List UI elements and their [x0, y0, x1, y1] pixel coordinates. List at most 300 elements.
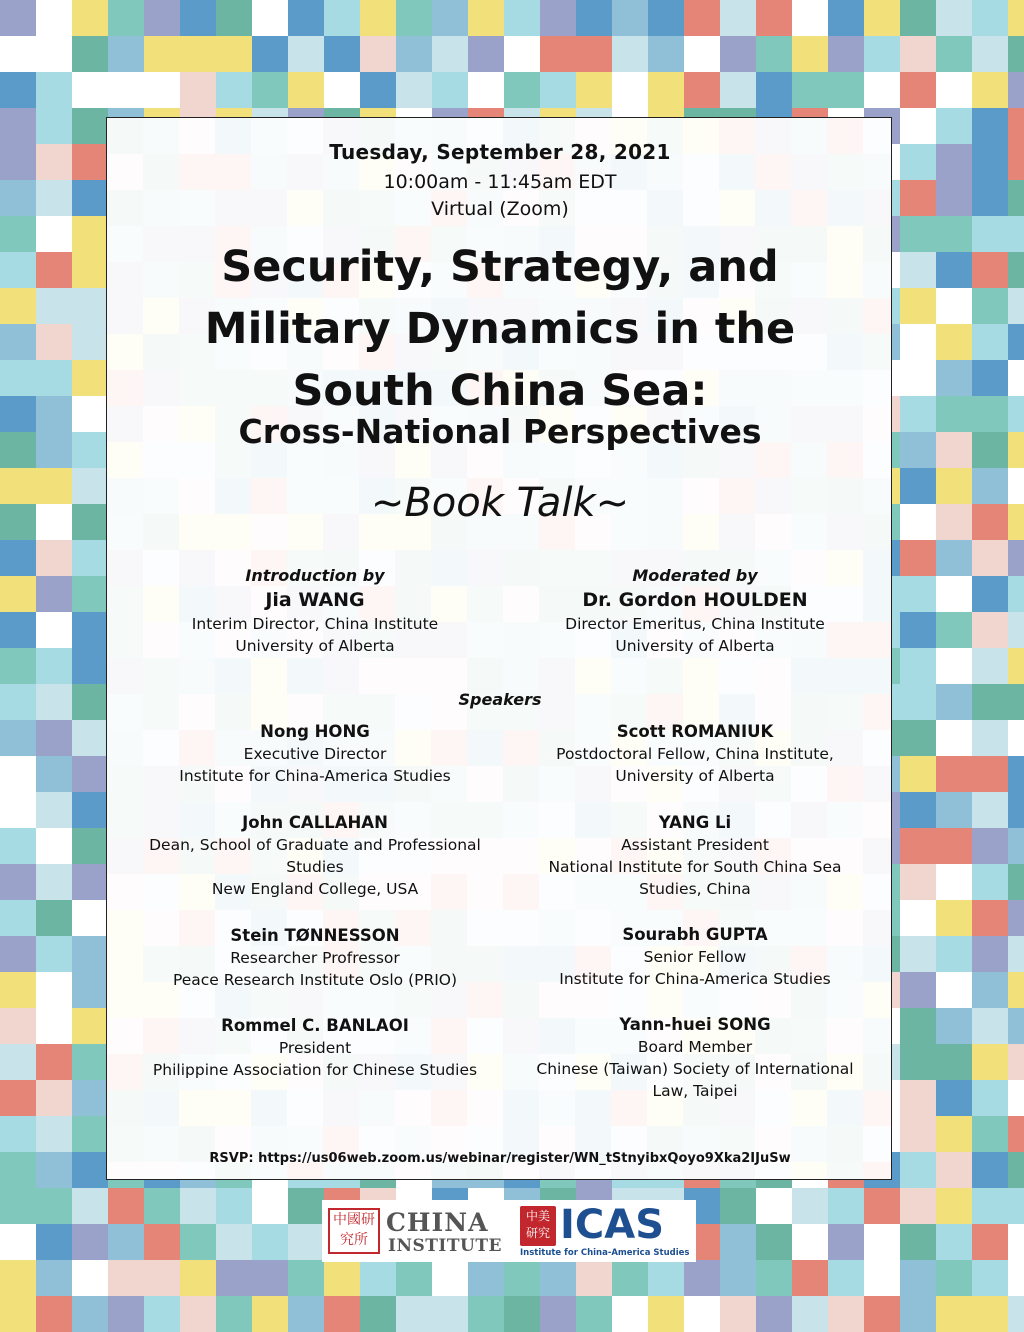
mosaic-tile — [936, 468, 972, 504]
card-mosaic-tile — [611, 658, 647, 694]
mosaic-tile — [180, 1296, 216, 1332]
mosaic-tile — [972, 252, 1008, 288]
mosaic-tile — [972, 180, 1008, 216]
mosaic-tile — [972, 684, 1008, 720]
mosaic-tile — [36, 1008, 72, 1044]
mosaic-tile — [288, 1260, 324, 1296]
speaker-line: Law, Taipei — [652, 1082, 738, 1100]
card-mosaic-tile — [827, 658, 863, 694]
mosaic-tile — [1008, 396, 1024, 432]
mosaic-tile — [360, 36, 396, 72]
mosaic-tile — [180, 1224, 216, 1260]
mosaic-tile — [0, 1152, 36, 1188]
mosaic-tile — [36, 180, 72, 216]
mosaic-tile — [432, 1260, 468, 1296]
mosaic-tile — [36, 1152, 72, 1188]
mosaic-tile — [900, 900, 936, 936]
mosaic-tile — [1008, 864, 1024, 900]
mosaic-tile — [108, 1224, 144, 1260]
mosaic-tile — [900, 828, 936, 864]
mosaic-tile — [900, 1224, 936, 1260]
mosaic-tile — [72, 72, 108, 108]
mosaic-tile — [936, 828, 972, 864]
mosaic-tile — [288, 1188, 324, 1224]
mosaic-tile — [504, 0, 540, 36]
mosaic-tile — [504, 1260, 540, 1296]
event-subtitle: Cross-National Perspectives — [238, 412, 762, 451]
card-mosaic-tile — [431, 658, 467, 694]
mosaic-tile — [936, 1188, 972, 1224]
mosaic-tile — [216, 1224, 252, 1260]
mosaic-tile — [936, 1260, 972, 1296]
mosaic-tile — [0, 288, 36, 324]
mosaic-tile — [972, 936, 1008, 972]
mosaic-tile — [72, 324, 108, 360]
mosaic-tile — [36, 900, 72, 936]
mosaic-tile — [72, 936, 108, 972]
mosaic-tile — [0, 468, 36, 504]
mosaic-tile — [720, 72, 756, 108]
card-mosaic-tile — [359, 658, 395, 694]
mosaic-tile — [36, 288, 72, 324]
speaker-line: Studies, China — [639, 880, 751, 898]
mosaic-tile — [828, 0, 864, 36]
mosaic-tile — [0, 1260, 36, 1296]
mosaic-tile — [1008, 1008, 1024, 1044]
mosaic-tile — [1008, 1224, 1024, 1260]
mosaic-tile — [900, 936, 936, 972]
mosaic-tile — [288, 72, 324, 108]
mosaic-tile — [936, 396, 972, 432]
mosaic-tile — [900, 108, 936, 144]
mosaic-tile — [1008, 1044, 1024, 1080]
mosaic-tile — [900, 756, 936, 792]
mosaic-tile — [936, 288, 972, 324]
mosaic-tile — [1008, 612, 1024, 648]
mosaic-tile — [828, 72, 864, 108]
mosaic-tile — [72, 792, 108, 828]
mosaic-tile — [72, 1296, 108, 1332]
mosaic-tile — [936, 1080, 972, 1116]
mosaic-tile — [72, 468, 108, 504]
mosaic-tile — [36, 324, 72, 360]
moderator-line: University of Alberta — [615, 637, 775, 655]
mosaic-tile — [828, 1296, 864, 1332]
mosaic-tile — [0, 36, 36, 72]
mosaic-tile — [72, 828, 108, 864]
mosaic-tile — [36, 396, 72, 432]
mosaic-tile — [72, 504, 108, 540]
moderator-name: Dr. Gordon HOULDEN — [582, 589, 808, 611]
mosaic-tile — [252, 0, 288, 36]
mosaic-tile — [360, 0, 396, 36]
mosaic-tile — [936, 1224, 972, 1260]
mosaic-tile — [1008, 936, 1024, 972]
speaker-block — [505, 1014, 885, 1102]
mosaic-tile — [180, 1260, 216, 1296]
mosaic-tile — [900, 972, 936, 1008]
mosaic-tile — [72, 576, 108, 612]
mosaic-tile — [0, 180, 36, 216]
mosaic-tile — [828, 1260, 864, 1296]
mosaic-tile — [864, 1224, 900, 1260]
mosaic-tile — [1008, 360, 1024, 396]
mosaic-tile — [36, 1296, 72, 1332]
speaker-name: Stein TØNNESSON — [230, 926, 400, 945]
mosaic-tile — [936, 216, 972, 252]
mosaic-tile — [432, 72, 468, 108]
mosaic-tile — [972, 396, 1008, 432]
mosaic-tile — [72, 1152, 108, 1188]
introduction-name: Jia WANG — [265, 589, 365, 611]
mosaic-tile — [576, 1260, 612, 1296]
mosaic-tile — [36, 648, 72, 684]
mosaic-tile — [900, 0, 936, 36]
mosaic-tile — [900, 72, 936, 108]
mosaic-tile — [36, 1080, 72, 1116]
mosaic-tile — [1008, 972, 1024, 1008]
mosaic-tile — [936, 972, 972, 1008]
card-mosaic-tile — [323, 658, 359, 694]
mosaic-tile — [1008, 756, 1024, 792]
mosaic-tile — [972, 324, 1008, 360]
mosaic-tile — [936, 432, 972, 468]
card-mosaic-tile — [539, 658, 575, 694]
mosaic-tile — [324, 36, 360, 72]
mosaic-tile — [0, 900, 36, 936]
mosaic-tile — [252, 36, 288, 72]
event-title-line: Military Dynamics in the — [204, 304, 796, 354]
card-mosaic-tile — [143, 1090, 179, 1126]
card-mosaic-tile — [323, 1090, 359, 1126]
mosaic-tile — [324, 72, 360, 108]
mosaic-tile — [72, 720, 108, 756]
mosaic-tile — [36, 360, 72, 396]
speaker-block — [125, 721, 505, 787]
mosaic-tile — [864, 1260, 900, 1296]
mosaic-tile — [972, 1008, 1008, 1044]
mosaic-tile — [324, 1260, 360, 1296]
mosaic-tile — [972, 1296, 1008, 1332]
mosaic-tile — [936, 612, 972, 648]
mosaic-tile — [0, 756, 36, 792]
mosaic-tile — [36, 540, 72, 576]
mosaic-tile — [72, 144, 108, 180]
mosaic-tile — [1008, 468, 1024, 504]
mosaic-tile — [684, 72, 720, 108]
mosaic-tile — [936, 360, 972, 396]
mosaic-tile — [36, 684, 72, 720]
mosaic-tile — [36, 252, 72, 288]
mosaic-tile — [972, 612, 1008, 648]
sponsor-logos — [322, 1200, 696, 1262]
mosaic-tile — [72, 396, 108, 432]
mosaic-tile — [936, 504, 972, 540]
mosaic-tile — [108, 36, 144, 72]
speaker-block — [505, 924, 885, 990]
mosaic-tile — [1008, 828, 1024, 864]
mosaic-tile — [396, 1260, 432, 1296]
mosaic-tile — [936, 1296, 972, 1332]
card-mosaic-tile — [575, 658, 611, 694]
mosaic-tile — [900, 576, 936, 612]
mosaic-tile — [72, 252, 108, 288]
mosaic-tile — [432, 1296, 468, 1332]
speaker-line: National Institute for South China Sea — [548, 858, 842, 876]
mosaic-tile — [1008, 1296, 1024, 1332]
mosaic-tile — [36, 432, 72, 468]
mosaic-tile — [0, 252, 36, 288]
mosaic-tile — [36, 612, 72, 648]
speaker-line: Senior Fellow — [643, 948, 747, 966]
event-title-line: Security, Strategy, and — [221, 242, 779, 292]
mosaic-tile — [720, 36, 756, 72]
mosaic-tile — [1008, 252, 1024, 288]
speaker-line: Studies — [286, 858, 344, 876]
mosaic-tile — [756, 1224, 792, 1260]
mosaic-tile — [72, 756, 108, 792]
mosaic-tile — [396, 0, 432, 36]
mosaic-tile — [972, 468, 1008, 504]
mosaic-tile — [972, 648, 1008, 684]
mosaic-tile — [72, 36, 108, 72]
mosaic-tile — [828, 36, 864, 72]
mosaic-tile — [936, 756, 972, 792]
mosaic-tile — [756, 1188, 792, 1224]
mosaic-tile — [0, 1080, 36, 1116]
mosaic-tile — [288, 1296, 324, 1332]
mosaic-tile — [612, 36, 648, 72]
speaker-line: University of Alberta — [615, 767, 775, 785]
mosaic-tile — [900, 612, 936, 648]
mosaic-tile — [144, 1188, 180, 1224]
mosaic-tile — [540, 36, 576, 72]
mosaic-tile — [0, 504, 36, 540]
card-mosaic-tile — [251, 1090, 287, 1126]
mosaic-tile — [1008, 504, 1024, 540]
mosaic-tile — [1008, 36, 1024, 72]
mosaic-tile — [72, 216, 108, 252]
mosaic-tile — [432, 0, 468, 36]
card-mosaic-tile — [755, 658, 791, 694]
mosaic-tile — [72, 0, 108, 36]
mosaic-tile — [36, 1260, 72, 1296]
mosaic-tile — [1008, 576, 1024, 612]
mosaic-tile — [108, 1296, 144, 1332]
speaker-name: Scott ROMANIUK — [616, 722, 774, 741]
mosaic-tile — [0, 0, 36, 36]
mosaic-tile — [216, 72, 252, 108]
introduction-line: Interim Director, China Institute — [191, 615, 439, 633]
mosaic-tile — [0, 360, 36, 396]
speaker-line: President — [278, 1039, 352, 1057]
event-title-line: South China Sea: — [292, 366, 708, 416]
mosaic-tile — [756, 1296, 792, 1332]
mosaic-tile — [1008, 72, 1024, 108]
mosaic-tile — [72, 1080, 108, 1116]
mosaic-tile — [72, 288, 108, 324]
mosaic-tile — [900, 792, 936, 828]
mosaic-tile — [36, 108, 72, 144]
mosaic-tile — [468, 0, 504, 36]
mosaic-tile — [396, 36, 432, 72]
card-mosaic-tile — [863, 658, 892, 694]
mosaic-tile — [936, 0, 972, 36]
mosaic-tile — [108, 72, 144, 108]
mosaic-tile — [864, 1188, 900, 1224]
icas-seal-icon: 中美研究 — [520, 1206, 556, 1246]
moderator-block — [505, 565, 885, 657]
mosaic-tile — [792, 1260, 828, 1296]
china-institute-logo-line1: CHINA — [386, 1208, 489, 1237]
mosaic-tile — [216, 1188, 252, 1224]
mosaic-tile — [180, 36, 216, 72]
card-mosaic-tile — [395, 1090, 431, 1126]
card-mosaic-tile — [287, 658, 323, 694]
card-mosaic-tile — [107, 658, 143, 694]
mosaic-tile — [720, 1224, 756, 1260]
mosaic-tile — [720, 1188, 756, 1224]
mosaic-tile — [936, 252, 972, 288]
mosaic-tile — [144, 36, 180, 72]
mosaic-tile — [252, 1260, 288, 1296]
mosaic-tile — [576, 72, 612, 108]
mosaic-tile — [108, 0, 144, 36]
mosaic-tile — [180, 1188, 216, 1224]
speaker-block — [505, 721, 885, 787]
mosaic-tile — [900, 1260, 936, 1296]
mosaic-tile — [0, 720, 36, 756]
mosaic-tile — [1008, 288, 1024, 324]
rsvp-link[interactable]: RSVP: https://us06web.zoom.us/webinar/register/WN_tStnyibxQoyo9Xka2IJuSw — [209, 1151, 791, 1166]
mosaic-tile — [936, 1116, 972, 1152]
mosaic-tile — [1008, 144, 1024, 180]
mosaic-tile — [1008, 432, 1024, 468]
mosaic-tile — [0, 648, 36, 684]
event-venue: Virtual (Zoom) — [431, 198, 569, 220]
moderator-line: Director Emeritus, China Institute — [565, 615, 825, 633]
speaker-block — [125, 812, 505, 900]
mosaic-tile — [36, 864, 72, 900]
mosaic-tile — [0, 1044, 36, 1080]
speaker-name: Nong HONG — [260, 722, 370, 741]
mosaic-tile — [936, 72, 972, 108]
speaker-name: Sourabh GUPTA — [622, 925, 768, 944]
mosaic-tile — [900, 648, 936, 684]
mosaic-tile — [180, 72, 216, 108]
mosaic-tile — [972, 1188, 1008, 1224]
mosaic-tile — [72, 972, 108, 1008]
mosaic-tile — [972, 144, 1008, 180]
mosaic-tile — [684, 36, 720, 72]
mosaic-tile — [0, 972, 36, 1008]
card-mosaic-tile — [467, 658, 503, 694]
mosaic-tile — [720, 1260, 756, 1296]
card-mosaic-tile — [395, 658, 431, 694]
speaker-line: Chinese (Taiwan) Society of International — [536, 1060, 854, 1078]
mosaic-tile — [360, 72, 396, 108]
speaker-line: Institute for China-America Studies — [179, 767, 451, 785]
mosaic-tile — [360, 1296, 396, 1332]
mosaic-tile — [972, 360, 1008, 396]
card-mosaic-tile — [251, 658, 287, 694]
speaker-name: YANG Li — [658, 813, 732, 832]
mosaic-tile — [648, 0, 684, 36]
mosaic-tile — [936, 936, 972, 972]
mosaic-tile — [792, 36, 828, 72]
mosaic-tile — [36, 756, 72, 792]
mosaic-tile — [936, 684, 972, 720]
mosaic-tile — [792, 1188, 828, 1224]
mosaic-tile — [936, 108, 972, 144]
mosaic-tile — [144, 1296, 180, 1332]
mosaic-tile — [1008, 108, 1024, 144]
mosaic-tile — [576, 36, 612, 72]
mosaic-tile — [972, 108, 1008, 144]
mosaic-tile — [792, 1224, 828, 1260]
mosaic-tile — [900, 1296, 936, 1332]
mosaic-tile — [72, 432, 108, 468]
mosaic-tile — [648, 1260, 684, 1296]
mosaic-tile — [540, 1296, 576, 1332]
mosaic-tile — [36, 1188, 72, 1224]
mosaic-tile — [936, 324, 972, 360]
mosaic-tile — [72, 1188, 108, 1224]
mosaic-tile — [936, 576, 972, 612]
mosaic-tile — [144, 1224, 180, 1260]
speaker-line: Peace Research Institute Oslo (PRIO) — [172, 971, 458, 989]
mosaic-tile — [72, 1260, 108, 1296]
mosaic-tile — [216, 1260, 252, 1296]
mosaic-tile — [648, 72, 684, 108]
mosaic-tile — [36, 720, 72, 756]
speaker-line: Postdoctoral Fellow, China Institute, — [556, 745, 834, 763]
speaker-block — [505, 812, 885, 900]
mosaic-tile — [612, 0, 648, 36]
mosaic-tile — [36, 0, 72, 36]
mosaic-tile — [72, 540, 108, 576]
mosaic-tile — [936, 864, 972, 900]
mosaic-tile — [0, 72, 36, 108]
mosaic-tile — [972, 432, 1008, 468]
mosaic-tile — [468, 1296, 504, 1332]
mosaic-tile — [972, 1116, 1008, 1152]
mosaic-tile — [1008, 684, 1024, 720]
mosaic-tile — [468, 36, 504, 72]
mosaic-tile — [36, 936, 72, 972]
mosaic-tile — [36, 1116, 72, 1152]
mosaic-tile — [972, 1044, 1008, 1080]
speaker-line: Institute for China-America Studies — [559, 970, 831, 988]
mosaic-tile — [900, 1152, 936, 1188]
mosaic-tile — [972, 864, 1008, 900]
mosaic-tile — [972, 972, 1008, 1008]
mosaic-tile — [468, 72, 504, 108]
speaker-name: Yann-huei SONG — [619, 1015, 771, 1034]
mosaic-tile — [864, 0, 900, 36]
card-mosaic-tile — [287, 1090, 323, 1126]
speaker-line: Assistant President — [621, 836, 769, 854]
mosaic-tile — [72, 180, 108, 216]
mosaic-tile — [0, 1116, 36, 1152]
mosaic-tile — [144, 0, 180, 36]
mosaic-tile — [900, 144, 936, 180]
mosaic-tile — [144, 72, 180, 108]
card-mosaic-tile — [179, 658, 215, 694]
mosaic-tile — [900, 180, 936, 216]
mosaic-tile — [72, 612, 108, 648]
speaker-block — [125, 925, 505, 991]
